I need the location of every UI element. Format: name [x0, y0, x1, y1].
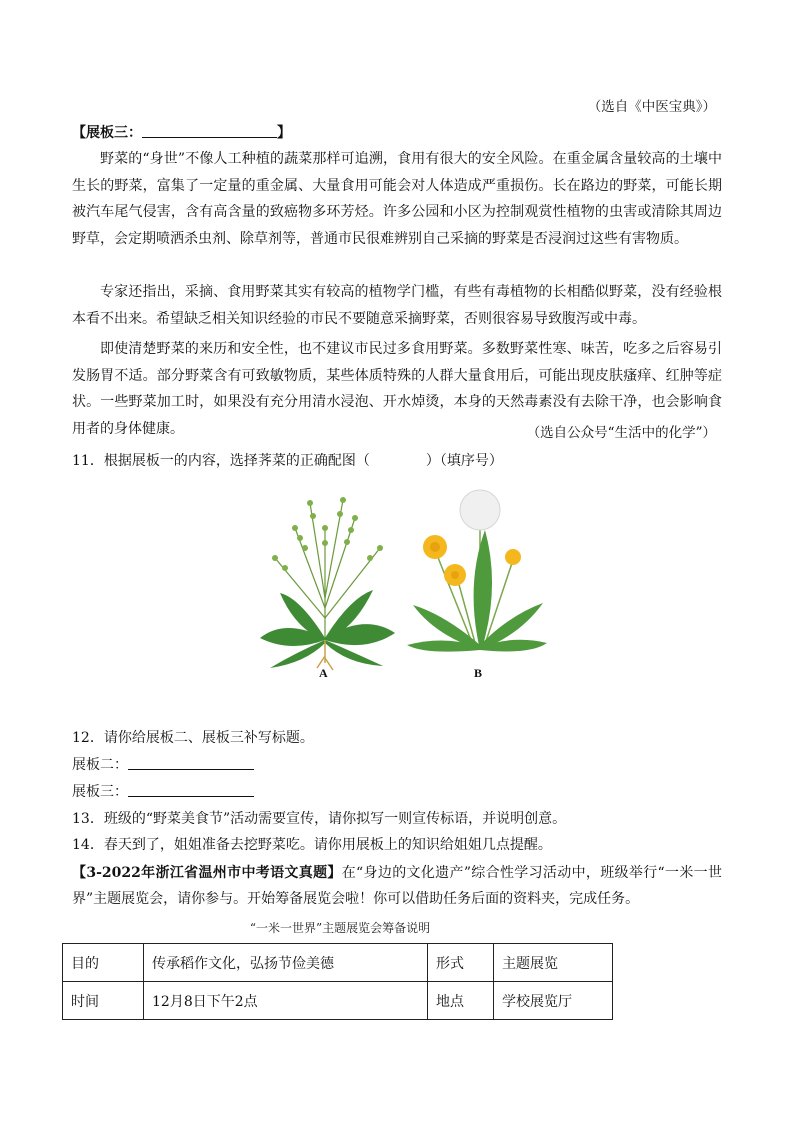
plant-a-shepherds-purse-image	[255, 488, 400, 683]
board3-title-line	[72, 781, 254, 801]
table-row	[63, 944, 613, 982]
plant-b-dandelion-image	[405, 485, 550, 660]
table-row	[63, 982, 613, 1020]
board3-paragraph-1: 野菜的“身世”不像人工种植的蔬菜那样可追溯，食用有很大的安全风险。在重金属含量较高的土壤中生长的野菜，富集了一定量的重金属、大量食用可能会对人体造成严重损伤。长在路边的野菜，可能长期被汽车尾气侵害，含有高含量的致癌物多环芳烃。许多公园和小区为控制观赏性植物的虫害或清除其周边野草，会定期喷洒杀虫剂、除草剂等，普通市民很难辨别自己采摘的野菜是否浸润过这些有害物质。	[72, 151, 722, 247]
question-12: 12．请你给展板二、展板三补写标题。	[72, 730, 314, 746]
task-source-label: 【3-2022年浙江省温州市中考语文真题】	[72, 865, 342, 881]
board3-title-blank	[142, 124, 277, 138]
board3-title-blank-line	[128, 783, 254, 797]
exhibition-info-table	[62, 943, 613, 1020]
plant-a-label: A	[319, 666, 328, 680]
question-13: 13．班级的“野菜美食节”活动需要宣传，请你拟写一则宣传标语，并说明创意。	[72, 811, 567, 827]
table-cell: 学校展览厅	[494, 982, 613, 1020]
table-cell: 时间	[63, 982, 144, 1020]
board3-heading	[72, 122, 291, 142]
board2-title-label: 展板二：	[72, 757, 128, 773]
table-cell: 12月8日下午2点	[144, 982, 428, 1020]
board3-title-label: 展板三：	[72, 784, 128, 800]
question-11	[72, 450, 503, 470]
table-cell: 主题展览	[494, 944, 613, 982]
board3-paragraph-3: 即使清楚野菜的来历和安全性，也不建议市民过多食用野菜。多数野菜性寒、味苦，吃多之后容易引发肠胃不适。部分野菜含有可致敏物质，某些体质特殊的人群大量食用后，可能出现皮肤瘙痒、红肿等症状。一些野菜加工时，如果没有充分用清水浸泡、开水焯烫，本身的天然毒素没有去除干净，也会影响食用者的身体健康。	[72, 341, 722, 437]
table-caption: “一米一世界”主题展览会筹备说明	[249, 921, 431, 935]
plant-b-label: B	[474, 666, 483, 680]
question-11-text-a: 11．根据展板一的内容，选择荠菜的正确配图（	[72, 453, 370, 469]
board2-title-line	[72, 754, 254, 774]
question-14: 14．春天到了，姐姐准备去挖野菜吃。请你用展板上的知识给姐姐几点提醒。	[72, 837, 552, 853]
table-cell: 传承稻作文化，弘扬节俭美德	[144, 944, 428, 982]
source-citation: （选自《中医宝典》）	[587, 99, 716, 115]
table-cell: 形式	[428, 944, 494, 982]
board3-heading-label: 【展板三：	[72, 125, 142, 141]
board3-source: （选自公众号“生活中的化学”）	[526, 425, 716, 441]
board3-paragraph-2: 专家还指出，采摘、食用野菜其实有较高的植物学门槛，有些有毒植物的长相酷似野菜，没有经验根本看不出来。希望缺乏相关知识经验的市民不要随意采摘野菜，否则很容易导致腹泻或中毒。	[72, 284, 722, 327]
table-cell: 地点	[428, 982, 494, 1020]
table-cell: 目的	[63, 944, 144, 982]
question-11-text-b: ）（填序号）	[425, 453, 503, 469]
task-intro	[72, 860, 722, 912]
board3-heading-end: 】	[277, 125, 291, 141]
board2-title-blank	[128, 756, 254, 770]
task-text: 在“身边的文化遗产”综合性学习活动中，班级举行“一米一世界”主题展览会，请你参与。开始筹备展览会啦！你可以借助任务后面的资料夹，完成任务。	[72, 865, 722, 907]
